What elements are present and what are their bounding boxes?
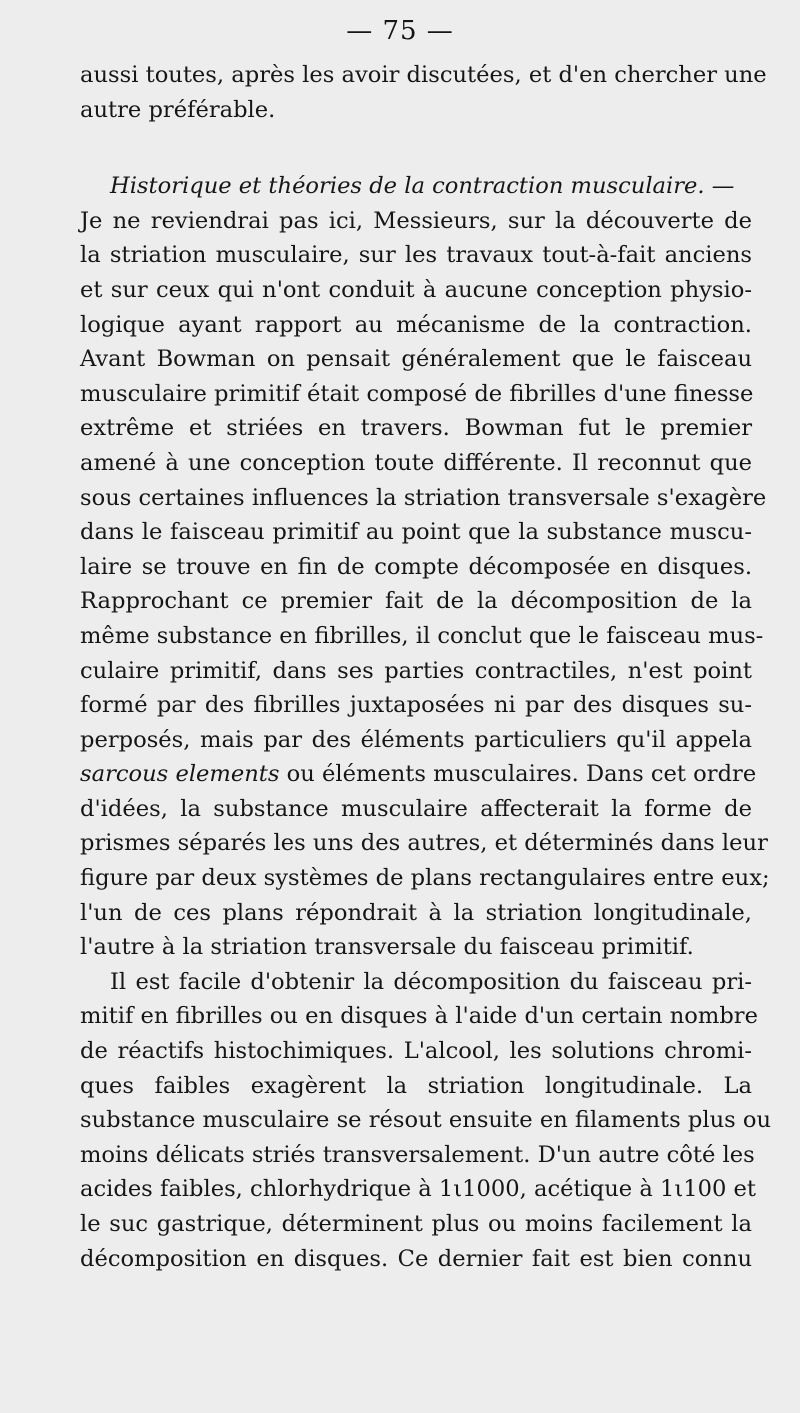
italic-term: sarcous elements	[80, 761, 280, 788]
text-line: acides faibles, chlorhydrique à 1ι1000, acétique à 1ι100 et	[80, 1176, 757, 1203]
text-line: formé par des fibrilles juxtaposées ni par des disques su-	[80, 692, 752, 719]
paragraph-spacer	[80, 127, 752, 169]
text-line: le suc gastrique, déterminent plus ou moins facilement la	[80, 1211, 752, 1237]
text-line: Il est facile d'obtenir la décomposition du faisceau pri-	[110, 968, 752, 995]
text-line: culaire primitif, dans ses parties contractiles, n'est point	[80, 657, 752, 684]
text-line: même substance en fibrilles, il conclut que le faisceau mus-	[80, 622, 764, 649]
text-line: amené à une conception toute différente. Il reconnut que	[80, 449, 752, 476]
text-line: mitif en fibrilles ou en disques à l'aide d'un certain nombre	[80, 1003, 758, 1030]
section-heading: Historique et théories de la contraction musculaire. —	[110, 173, 735, 200]
text-line: la striation musculaire, sur les travaux tout-à-fait anciens	[80, 242, 752, 269]
text-line: substance musculaire se résout ensuite en filaments plus ou	[80, 1107, 772, 1134]
text-line: Avant Bowman on pensait généralement que le faisceau	[80, 346, 752, 373]
text-line: Je ne reviendrai pas ici, Messieurs, sur la découverte de	[80, 207, 752, 234]
paragraph-2	[80, 169, 770, 965]
text-line: ques faibles exagèrent la striation longitudinale. La	[80, 1072, 752, 1099]
text-line: aussi toutes, après les avoir discutées, et d'en chercher une	[80, 62, 767, 88]
text-line: moins délicats striés transversalement. D'un autre côté les	[80, 1141, 755, 1168]
text-line-with-term	[80, 757, 757, 792]
text-line: l'un de ces plans répondrait à la striation longitudinale,	[80, 899, 752, 926]
text-line: l'autre à la striation transversale du faisceau primitif.	[80, 934, 694, 961]
text-line: sous certaines influences la striation transversale s'exagère	[80, 484, 767, 511]
text-line: dans le faisceau primitif au point que la substance muscu-	[80, 519, 752, 546]
text-line: logique ayant rapport au mécanisme de la contraction.	[80, 311, 752, 338]
paragraph-1	[80, 58, 767, 127]
text-line: extrême et striées en travers. Bowman fut le premier	[80, 415, 752, 442]
section-heading-line	[80, 169, 752, 204]
text-line: perposés, mais par des éléments particuliers qu'il appela	[80, 726, 752, 753]
text-line: laire se trouve en fin de compte décomposée en disques.	[80, 553, 752, 580]
text-line: décomposition en disques. Ce dernier fait est bien connu	[80, 1245, 752, 1272]
text-fragment: ou éléments musculaires. Dans cet ordre	[279, 761, 757, 788]
text-line: et sur ceux qui n'ont conduit à aucune conception physio-	[80, 276, 752, 303]
text-line: d'idées, la substance musculaire affecterait la forme de	[80, 795, 752, 822]
page-number: — 75 —	[346, 16, 454, 46]
text-line: figure par deux systèmes de plans rectangulaires entre eux;	[80, 865, 770, 892]
paragraph-3	[80, 965, 772, 1276]
text-line: musculaire primitif était composé de fibrilles d'une finesse	[80, 380, 754, 407]
text-line: de réactifs histochimiques. L'alcool, les solutions chromi-	[80, 1038, 752, 1065]
text-body	[80, 58, 772, 1276]
text-line: autre préférable.	[80, 96, 276, 123]
text-line: prismes séparés les uns des autres, et déterminés dans leur	[80, 830, 768, 857]
text-line: Rapprochant ce premier fait de la décomposition de la	[80, 588, 752, 615]
